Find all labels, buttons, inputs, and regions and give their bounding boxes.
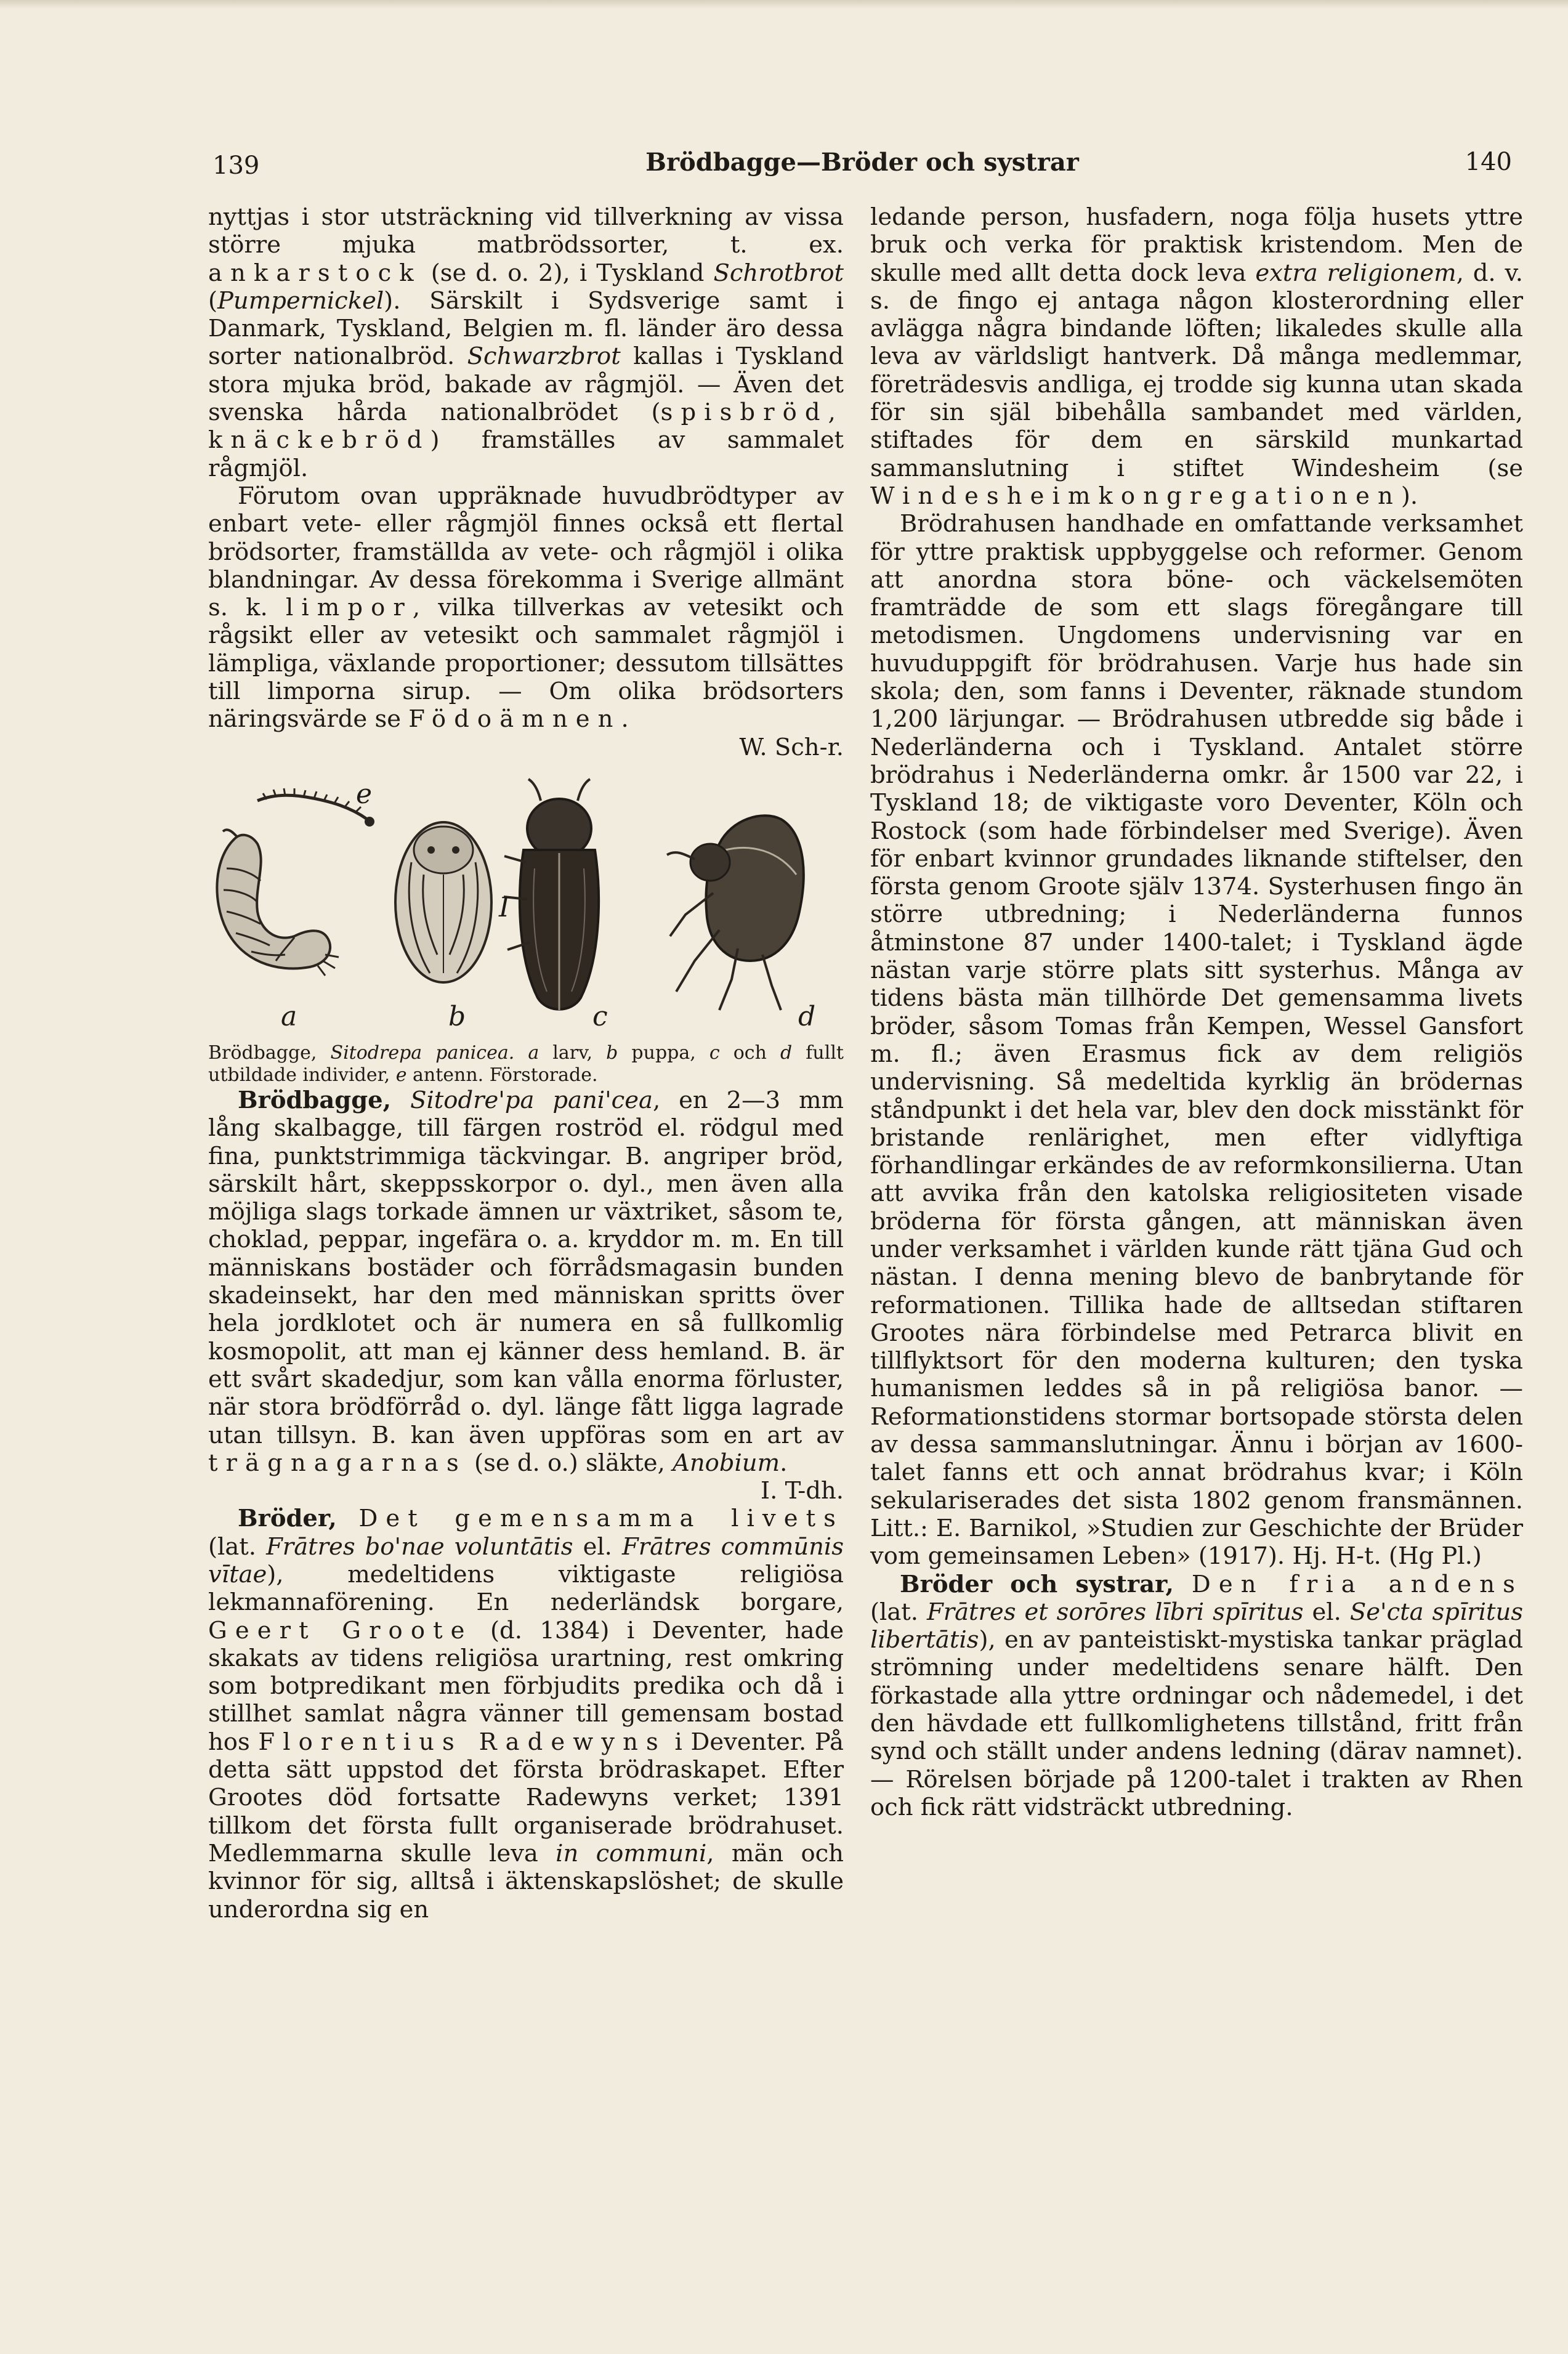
text-run: kallas i Tyskland stora mjuka bröd, bakade av rågmjöl. — Även det svenska hårda nationalbrödet ( <box>208 342 844 427</box>
text-run <box>514 1042 528 1064</box>
text-run: , en 2—3 mm lång skalbagge, till färgen roströd el. rödgul med fina, punktstrimmiga täckvingar. B. angriper bröd, särskilt hårt, skeppsskorpor o. dyl., men även alla möjliga slags torkade ämnen ur växtriket, såsom te, choklad, peppar, ingefära o. a. kryddor m. m. En till människans bostäder och förrådsmagasin bunden skadeinsekt, har den med människan spritts över hela jordklotet och är numera en så fullkomlig kosmopolit, att man ej känner dess hemland. B. är ett svårt skadedjur, som kan vålla enorma förluster, när stora brödförråd o. dyl. länge fått ligga lagrade utan tillsyn. B. kan även uppföras som en art av <box>208 1086 844 1449</box>
text-run: Schwarzbrot <box>467 342 621 371</box>
beetle-illustration <box>208 776 844 1035</box>
text-run: (d. 1384) i Deventer, hade skakats av tidens religiösa urartning, rest omkring som botpredikant men förbjudits predika och då i stillhet samlat några vänner till gemensam bostad hos <box>208 1616 844 1756</box>
text-run: c <box>709 1042 720 1064</box>
paragraph-text <box>208 1086 844 1477</box>
figure-caption <box>208 1042 844 1086</box>
paragraph <box>208 1086 844 1505</box>
text-run: Florentius Radewyns <box>258 1728 666 1756</box>
text-run: limpor <box>285 594 413 622</box>
text-run: ). Särskilt i Sydsverige samt i Danmark, Tyskland, Belgien m. fl. länder äro dessa sorter nationalbröd. <box>208 286 844 371</box>
text-run: a <box>528 1042 540 1064</box>
text-run: e <box>395 1064 407 1086</box>
paragraph <box>870 510 1523 1570</box>
label-c: c <box>592 1000 608 1032</box>
text-run: . <box>621 705 629 734</box>
text-run: Frātres commūnis vītae <box>208 1532 844 1588</box>
author-signature: W. Sch-r. <box>739 733 844 761</box>
label-i: I <box>499 891 510 923</box>
author-signature: I. T-dh. <box>760 1477 844 1505</box>
text-run: Bröder, <box>238 1505 359 1533</box>
text-run: Brödrahusen handhade en omfattande verksamhet för yttre praktisk uppbyggelse och reformer. Genom att anordna stora böne- och väckelsemöten framträdde de som ett slags föregångare till metodismen. Ungdomens undervisning var en huvuduppgift för brödrahusen. Varje hus hade sin skola; den, som fanns i Deventer, räknade stundom 1,200 lärjungar. — Brödrahusen utbredde sig både i Nederländerna och i Tyskland. Antalet större brödrahus i Nederländerna omkr. år 1500 var 22, i Tyskland 18; de viktigaste voro Deventer, Köln och Rostock (som hade förbindelser med Sverige). Även för enbart kvinnor grundades liknande stiftelser, den första genom Groote själv 1374. Systerhusen fingo än större utbredning; i Nederländerna funnos åtminstone 87 under 1400-talet; i Tyskland ägde nästan varje större plats sitt systerhus. Många av tidens bästa män tillhörde Det gemensamma livets bröder, såsom Tomas från Kempen, Wessel Gansfort m. fl.; även Erasmus fick av dem religiös undervisning. Så medeltida kyrklig än brödernas ståndpunkt i det hela var, blev den dock misstänkt för bristande renlärighet, men efter vidlyftiga förhandlingar erkändes de av reformkonsilierna. Utan att avvika från den katolska religiositeten visade bröderna för första gången, att människan även under verksamhet i världen kunde rätt tjäna Gud och nästan. I denna mening blevo de banbrytande för reformationen. Tillika hade de alltsedan stiftaren Grootes nära förbindelse med Petrarca blivit en tillflyktsort för den moderna kulturen; den tyska humanismen leddes så in på religiösa banor. — Reformationstidens stormar bortsopade största delen av dessa sammanslutningar. Ännu i början av 1600-talet fanns ett och annat brödrahus kvar; i Köln sekulariserades det sista 1802 genom fransmännen. Litt.: E. Barnikol, »Studien zur Geschichte der Brüder vom gemeinsamen Leben» (1917). Hj. H-t. (Hg Pl.) <box>870 510 1523 1571</box>
text-run: Pumpernickel <box>217 286 384 315</box>
page-edge <box>0 0 1568 9</box>
text-run: nyttjas i stor utsträckning vid tillverkning av vissa större mjuka matbrödssorter, t. ex. <box>208 203 844 259</box>
text-run: puppa, <box>618 1042 709 1064</box>
text-run: Geert Groote <box>208 1616 473 1644</box>
text-run: el. <box>573 1532 623 1561</box>
text-run: Anobium <box>673 1449 780 1477</box>
text-run: , män och kvinnor för sig, alltså i äktenskapslöshet; de skulle underordna sig en <box>208 1839 844 1923</box>
text-run: (se d. o.) släkte, <box>466 1449 673 1477</box>
paragraph <box>208 482 844 761</box>
label-b: b <box>448 1000 466 1032</box>
text-run: d <box>780 1042 793 1064</box>
larva-drawing <box>217 830 339 976</box>
text-run: (se d. o. 2), i Tyskland <box>421 259 714 287</box>
text-run: b <box>606 1042 618 1064</box>
text-run: larv, <box>539 1042 607 1064</box>
label-d: d <box>798 1000 816 1032</box>
text-run: ), medeltidens viktigaste religiösa lekmannaförening. En nederländsk borgare, <box>208 1560 844 1617</box>
text-run: el. <box>1303 1598 1350 1626</box>
text-run: Bröder och systrar, <box>900 1570 1192 1598</box>
text-run: ), en av panteistiskt-mystiska tankar präglad strömning under medeltidens senare hälft. Den förkastade alla yttre ordningar och nådemedel, i det den hävdade ett fullkomlighetens tillstånd, fritt från synd och ställt under andens ledning (därav namnet). — Rörelsen började på 1200-talet i trakten av Rhen och fick rätt vidsträckt utbredning. <box>870 1626 1523 1821</box>
text-run: , d. v. s. de fingo ej antaga någon klosterordning eller avlägga några bindande löften; likaledes skulle alla leva av världsligt hantverk. Då många medlemmar, företrädesvis andliga, ej trodde sig kunna utan skada för sin själ bibehålla sambandet med världen, stiftades för dem en särskild munkartad sammanslutning i stiftet Windesheim (se <box>870 259 1523 482</box>
adult-beetle-side-drawing <box>667 815 804 1010</box>
text-run: Födoämnen <box>408 705 621 734</box>
text-run: Förutom ovan uppräknade huvudbrödtyper av enbart vete- eller rågmjöl finnes också ett flertal brödsorter, framställda av vete- och rågmjöl i olika blandningar. Av dessa förekomma i Sverige allmänt s. k. <box>208 482 844 622</box>
pupa-drawing <box>395 822 491 982</box>
text-run: spisbröd, knäckebröd <box>208 398 844 455</box>
text-run: ( <box>208 286 218 315</box>
text-run: extra religionem <box>1255 259 1457 287</box>
text-run: in communi <box>556 1839 707 1867</box>
text-run: Det gemensamma livets <box>358 1505 844 1533</box>
text-run: (lat. <box>870 1598 927 1626</box>
text-run: och <box>719 1042 781 1064</box>
text-run: , vilka tillverkas av vetesikt och rågsikt eller av vetesikt och sammalet rågmjöl i lämpliga, växlande proportioner; dessutom tillsättes till limporna sirup. — Om olika brödsorters näringsvärde se <box>208 594 844 734</box>
paragraph-text <box>208 482 844 733</box>
text-run: ledande person, husfadern, noga följa husets yttre bruk och verka för praktisk kristendom. Men de skulle med allt detta dock leva <box>870 203 1523 287</box>
right-column <box>870 203 1523 1821</box>
text-run: Se'cta spīritus libertātis <box>870 1598 1524 1654</box>
text-run: Windesheimkongregationen <box>870 482 1401 510</box>
text-run: ankarstock <box>208 259 422 287</box>
beetle-drawing <box>208 776 844 1035</box>
paragraph <box>208 203 844 482</box>
text-run: trägnagarnas <box>208 1449 467 1477</box>
label-e: e <box>356 778 373 810</box>
text-run: fullt utbildade individer, <box>208 1042 844 1086</box>
text-run: Schrotbrot <box>713 259 844 287</box>
text-run: Den fria andens <box>1191 1570 1523 1598</box>
running-title: Brödbagge—Bröder och systrar <box>645 148 1079 177</box>
page-header <box>212 148 1512 185</box>
page-number-left: 139 <box>212 152 260 180</box>
text-run: Sitodrepa panicea. <box>330 1042 515 1064</box>
text-run: ) framställes av sammalet rågmjöl. <box>208 426 844 482</box>
label-a: a <box>281 1000 297 1032</box>
paragraph <box>208 1505 844 1923</box>
text-run: ). <box>1400 482 1418 510</box>
text-run: Sitodre'pa pani'cea <box>410 1086 653 1114</box>
text-run: Frātres bo'nae voluntātis <box>266 1532 573 1561</box>
text-run: antenn. Förstorade. <box>406 1064 598 1086</box>
paragraph <box>870 1571 1523 1822</box>
text-run: Frātres et sorōres lībri spīritus <box>926 1598 1304 1626</box>
page-number-right: 140 <box>1465 148 1512 176</box>
text-run: i Deventer. På detta sätt uppstod det första brödraskapet. Efter Grootes död fortsatte Radewyns verket; 1391 tillkom det första fullt organiserade brödrahuset. Medlemmarna skulle leva <box>208 1728 844 1867</box>
paragraph <box>870 203 1523 510</box>
adult-beetle-dorsal-drawing <box>504 779 599 1010</box>
left-column <box>208 203 844 1923</box>
text-run: . <box>780 1449 788 1477</box>
text-run: Brödbagge, <box>238 1086 411 1114</box>
text-run: Brödbagge, <box>208 1042 331 1064</box>
text-run: (lat. <box>208 1532 267 1561</box>
